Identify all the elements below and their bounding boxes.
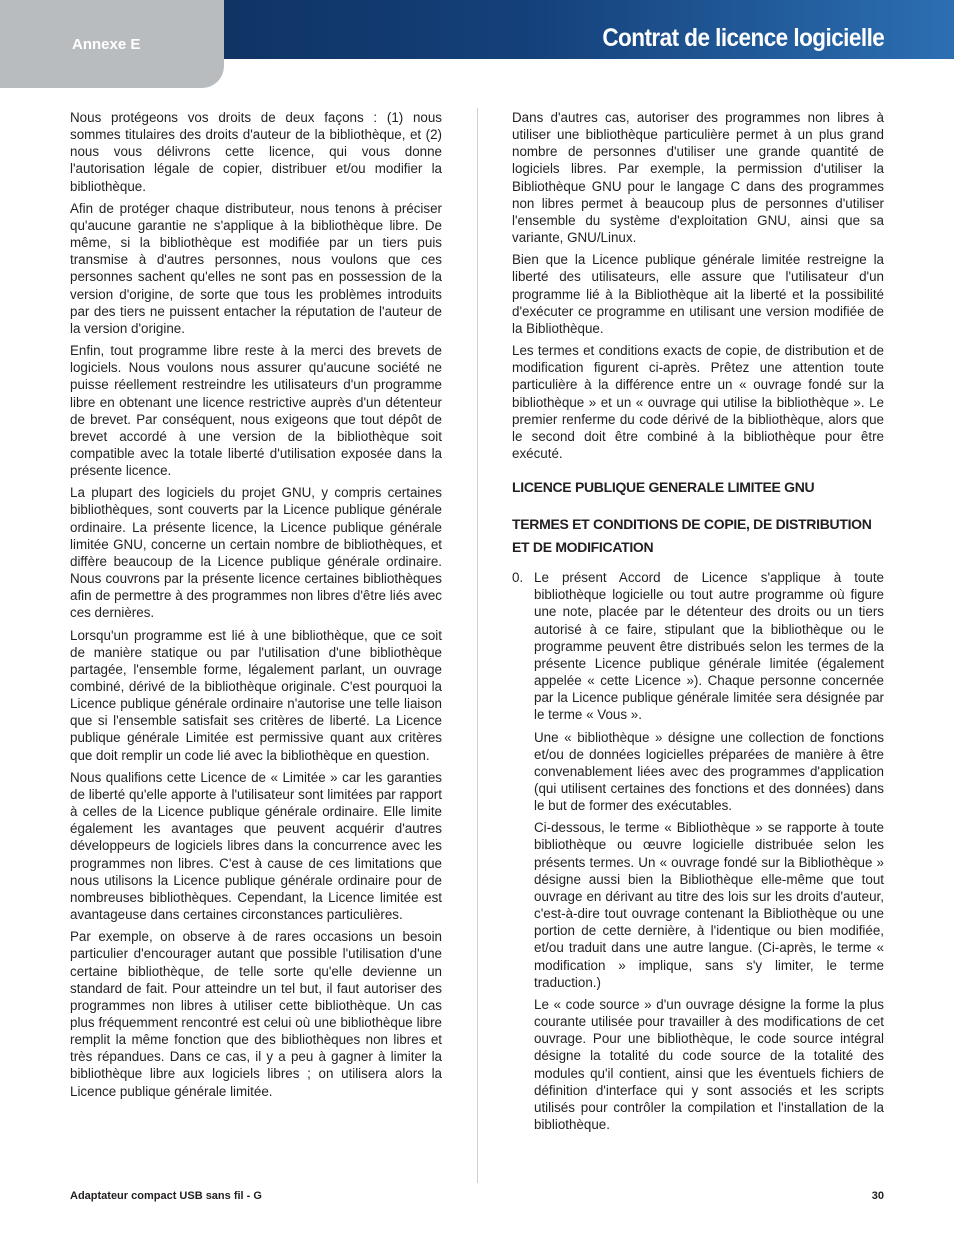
paragraph: Une « bibliothèque » désigne une collection de fonctions et/ou de données logicielles préparées de manière à être convenablement liées avec des programmes d'application (qui utilisent certaines des fonctions et des données) dans le but de former des exécutables. [534,729,884,814]
paragraph: La plupart des logiciels du projet GNU, y compris certaines bibliothèques, sont couverts par la Licence publique générale ordinaire. La présente licence, la Licence publique générale limitée GNU, concerne un certain nombre de bibliothèques, et diffère beaucoup de la Licence publique générale ordinaire. Nous couvrons par la présente licence certaines bibliothèques afin de permettre à des programmes non libres d'être liés avec ces dernières. [70,485,442,621]
paragraph: Ci-dessous, le terme « Bibliothèque » se rapporte à toute bibliothèque ou œuvre logicielle distribuée selon les présents termes. Un « ouvrage fondé sur la Bibliothèque » désigne aussi bien la Bibliothèque elle-même que tout ouvrage en dérivant au titre des lois sur les droits d'auteur, c'est-à-dire tout ouvrage contenant la Bibliothèque ou une portion de cette dernière, à l'identique ou bien modifiée, et/ou traduit dans une autre langue. (Ci-après, le terme « modification » implique, sans s'y limiter, le terme traduction.) [534,820,884,990]
header-tab [0,0,224,88]
left-column [70,109,442,1105]
page-number: 30 [871,1190,884,1202]
paragraph: Par exemple, on observe à de rares occasions un besoin particulier d'encourager autant que possible l'utilisation d'une certaine bibliothèque, de telle sorte qu'elle devienne un standard de fait. Pour atteindre un tel but, il faut autoriser des programmes non libres à utiliser cette bibliothèque. Un cas plus fréquemment rencontré est celui où une bibliothèque libre remplit la même fonction que des bibliothèques non libres et très répandues. Dans ce cas, il y a peu à gagner à limiter la bibliothèque libre aux logiciels libres ; on utilisera alors la Licence publique générale limitée. [70,929,442,1099]
page-header [0,0,954,90]
paragraph: Les termes et conditions exacts de copie, de distribution et de modification figurent ci-après. Prêtez une attention toute particulière à la différence entre un « ouvrage fondé sur la bibliothèque » et un « ouvrage qui utilise la bibliothèque ». Le premier renferme du code dérivé de la bibliothèque, alors que le second doit être combiné à la bibliothèque pour être exécuté. [512,343,884,461]
section-heading: TERMES ET CONDITIONS DE COPIE, DE DISTRIBUTION ET DE MODIFICATION [512,516,872,556]
section-heading: LICENCE PUBLIQUE GENERALE LIMITEE GNU [512,479,815,496]
list-item-number: 0. [512,570,524,586]
right-column [512,109,884,1138]
paragraph: Bien que la Licence publique générale limitée restreigne la liberté des utilisateurs, elle assure que l'utilisateur d'un programme lié à la Bibliothèque ait la liberté et la possibilité d'exécuter ce programme en utilisant une version modifiée de la Bibliothèque. [512,252,884,336]
paragraph: Enfin, tout programme libre reste à la merci des brevets de logiciels. Nous voulons nous assurer qu'aucune société ne puisse réellement restreindre les utilisateurs d'un programme libre en obtenant une licence restrictive auprès d'un détenteur de brevet. Par conséquent, nous exigeons que tout dépôt de brevet accordé à une version de la bibliothèque soit compatible avec la totale liberté d'utilisation exposée dans la présente licence. [70,343,442,479]
paragraph: Nous qualifions cette Licence de « Limitée » car les garanties de liberté qu'elle apporte à l'utilisateur sont limitées par rapport à celles de la Licence publique générale ordinaire. Elle limite également les avantages que peuvent acquérir d'autres développeurs de logiciels libres dans la concurrence avec les programmes non libres. C'est à cause de ces limitations que nous utilisons la Licence publique générale ordinaire pour de nombreuses bibliothèques. Cependant, la Licence limitée est avantageuse dans certaines circonstances particulières. [70,769,442,923]
paragraph: Le « code source » d'un ouvrage désigne la forme la plus courante utilisée pour travailler à des modifications de cet ouvrage. Pour une bibliothèque, le code source intégral désigne la totalité du code source de la totalité des modules qu'il contient, ainsi que les éventuels fichiers de définition d'interface qui y sont associés et les scripts utilisés pour contrôler la compilation et l'installation de la bibliothèque. [534,996,884,1132]
appendix-label: Annexe E [72,36,141,53]
paragraph: Afin de protéger chaque distributeur, nous tenons à préciser qu'aucune garantie ne s'applique à la bibliothèque libre. De même, si la bibliothèque est modifiée par un tiers puis transmise à d'autres personnes, nous voulons que ces personnes sachent qu'elles ne sont pas en possession de la version d'origine, de sorte que tous les problèmes introduits par des tiers ne puissent entacher la réputation de l'auteur de la version d'origine. [70,200,442,336]
paragraph: Dans d'autres cas, autoriser des programmes non libres à utiliser une bibliothèque particulière permet à un plus grand nombre de personnes d'utiliser une grande quantité de logiciels libres. Par exemple, la permission d'utiliser la Bibliothèque GNU pour le langage C dans des programmes non libres permet à beaucoup plus de personnes d'utiliser l'ensemble du système d'exploitation GNU, ainsi que sa variante, GNU/Linux. [512,110,884,246]
footer-product-name: Adaptateur compact USB sans fil - G [70,1190,262,1202]
column-divider [477,108,478,1183]
paragraph: Lorsqu'un programme est lié à une bibliothèque, que ce soit de manière statique ou par l'utilisation d'une bibliothèque partagée, l'ensemble forme, légalement parlant, un ouvrage combiné, dérivé de la bibliothèque originale. C'est pourquoi la Licence publique générale ordinaire n'autorise une telle liaison que si l'ensemble satisfait ses critères de liberté. La Licence publique générale Limitée est permissive quant aux critères que doit remplir un code lié avec la bibliothèque en question. [70,627,442,763]
paragraph: Le présent Accord de Licence s'applique à toute bibliothèque logicielle ou tout autre programme où figure une note, placée par le détenteur des droits ou un tiers autorisé à ce faire, stipulant que la bibliothèque ou le programme peuvent être distribués selon les termes de la présente Licence publique générale limitée (également appelée « cette Licence »). Chaque personne concernée par la Licence publique générale limitée sera désignée par le terme « Vous ». [534,570,884,723]
paragraph: Nous protégeons vos droits de deux façons : (1) nous sommes titulaires des droits d'auteur de la bibliothèque, et (2) nous vous délivrons cette licence, qui vous donne l'autorisation légale de copier, distribuer et/ou modifier la bibliothèque. [70,110,442,194]
page-title: Contrat de licence logicielle [602,24,884,52]
list-item [512,569,884,1133]
